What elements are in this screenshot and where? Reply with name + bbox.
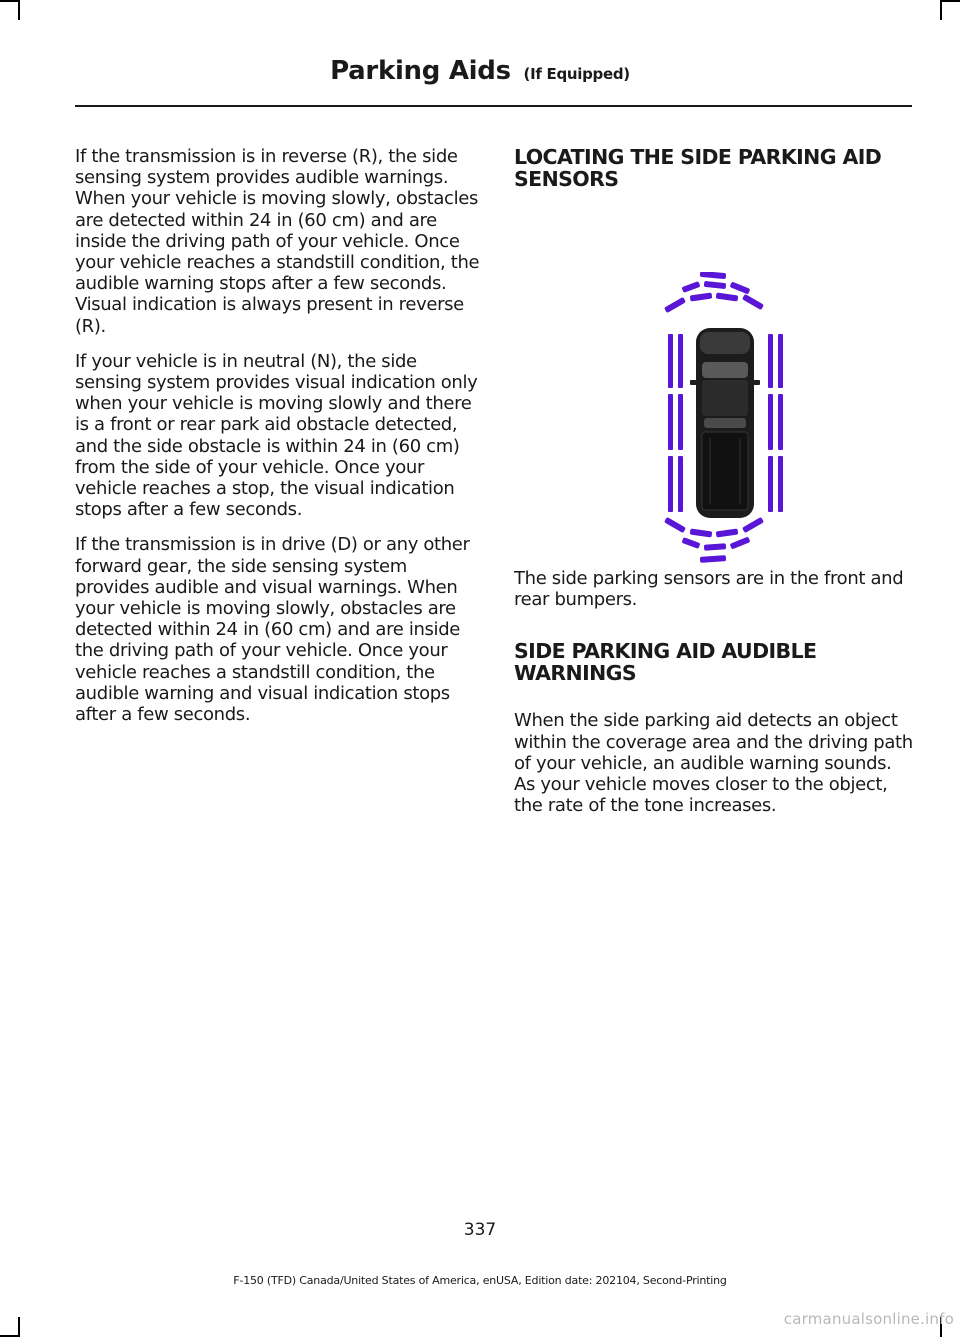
- section-heading-sensors: LOCATING THE SIDE PARKING AID SENSORS: [514, 145, 882, 191]
- left-column: [75, 146, 480, 739]
- truck-icon: [690, 328, 760, 518]
- paragraph-reverse: If the transmission is in reverse (R), the side sensing system provides audible warnings. When your vehicle is moving slowly, obstacles are detected within 24 in (60 cm) and are inside the driving path of your vehicle. Once your vehicle reaches a standstill condition, the audible warning stops after a few seconds. Visual indication is always present in reverse (R).: [75, 146, 480, 337]
- crop-mark: [18, 1317, 20, 1337]
- vehicle-side-sensor-zones-icon: [660, 272, 790, 572]
- header-divider: [75, 105, 912, 107]
- warnings-paragraph: When the side parking aid detects an object within the coverage area and the driving path of your vehicle, an audible warning sounds. As your vehicle moves closer to the object, the rate of the tone increases.: [514, 710, 913, 817]
- sensor-figure: [514, 234, 914, 534]
- page-title: Parking Aids: [330, 56, 511, 86]
- crop-mark: [940, 0, 942, 20]
- paragraph-neutral: If your vehicle is in neutral (N), the side sensing system provides visual indication only when your vehicle is moving slowly and there is a front or rear park aid obstacle detected, and the side obstacle is within 24 in (60 cm) from the side of your vehicle. Once your vehicle reaches a stop, the visual indication stops after a few seconds.: [75, 350, 478, 521]
- right-column: [514, 146, 914, 830]
- paragraph-drive: If the transmission is in drive (D) or any other forward gear, the side sensing system provides audible and visual warnings. When your vehicle is moving slowly, obstacles are detected within 24 in (60 cm) and are inside the driving path of your vehicle. Once your vehicle reaches a standstill condition, the audible warning and visual indication stops after a few seconds.: [75, 534, 470, 726]
- page-subtitle: (If Equipped): [523, 65, 630, 83]
- crop-mark: [18, 0, 20, 20]
- page-number: 337: [463, 1220, 497, 1240]
- crop-mark: [0, 0, 20, 2]
- page-header: [0, 56, 960, 86]
- section-heading-warnings: SIDE PARKING AID AUDIBLE WARNINGS: [514, 639, 817, 686]
- crop-mark: [940, 0, 960, 2]
- figure-caption: The side parking sensors are in the front and rear bumpers.: [514, 568, 904, 611]
- edition-footer: F-150 (TFD) Canada/United States of America, enUSA, Edition date: 202104, Second-Printing: [233, 1274, 727, 1287]
- watermark: carmanualsonline.info: [783, 1310, 954, 1328]
